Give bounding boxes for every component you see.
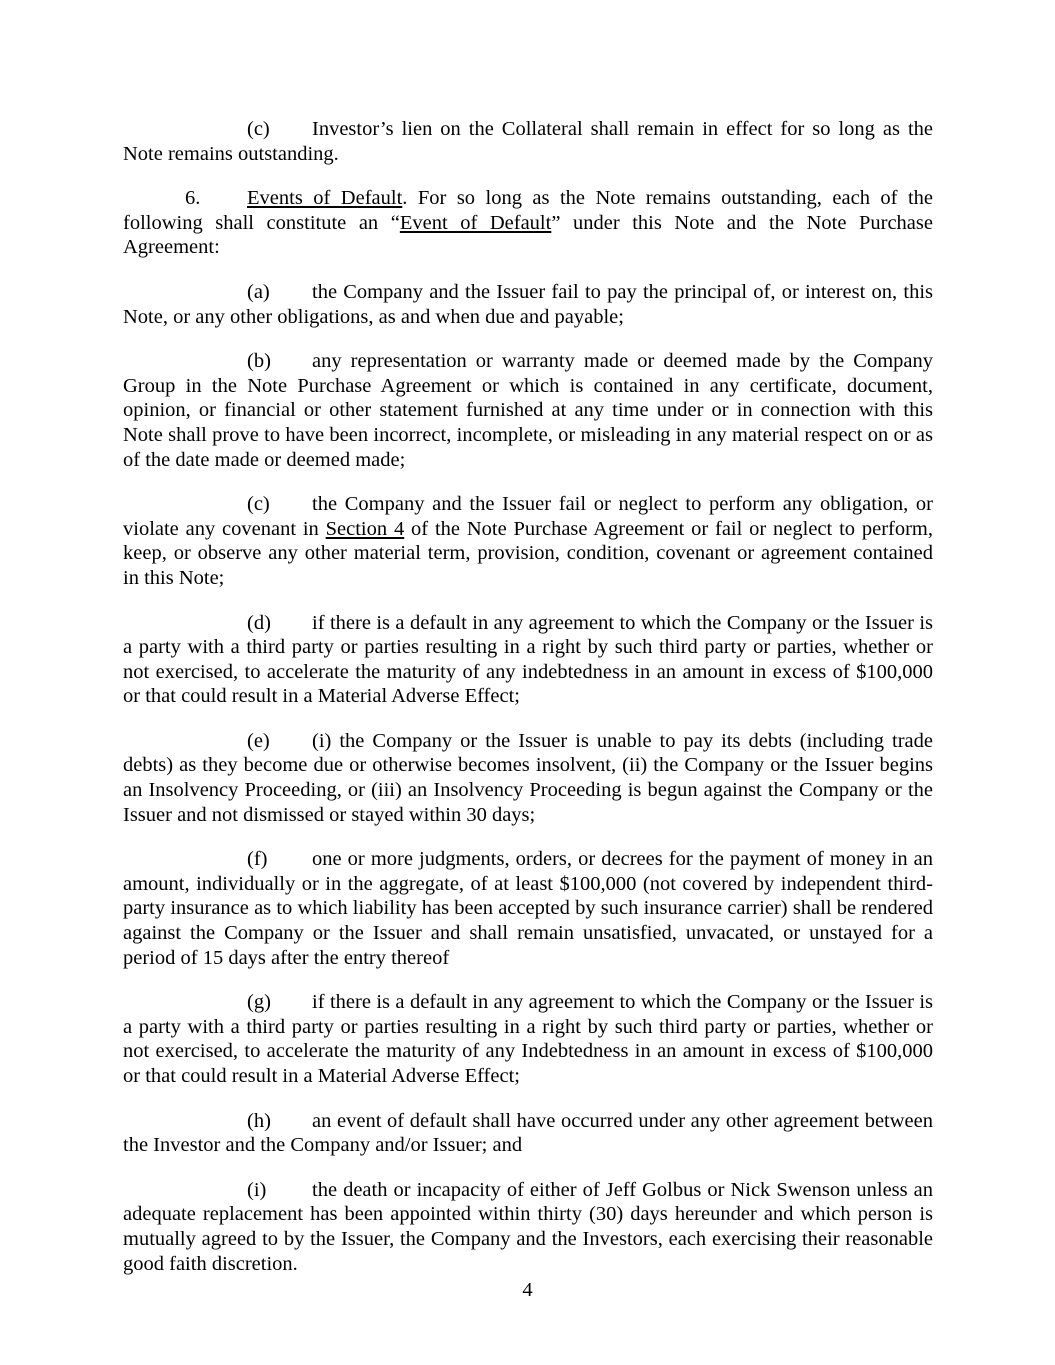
- paragraph: [123, 492, 933, 590]
- document-body: [123, 117, 933, 1296]
- text-segment: of the Note Purchase Agreement or fail or neglect to perform, keep, or observe any other material term, provision, condition, covenant or agreement contained in this Note;: [123, 517, 933, 589]
- paragraph-label: (i): [247, 1178, 267, 1201]
- text-segment: . For so long as the Note remains outstanding, each of the following shall constitute an “: [123, 187, 933, 234]
- paragraph-label: (f): [247, 848, 268, 871]
- paragraph-label: (c): [247, 118, 270, 140]
- paragraph: [123, 847, 933, 970]
- text-segment: the Company and the Issuer fail to pay the principal of, or interest on, this Note, or any other obligations, as and when due and payable;: [123, 280, 933, 328]
- page-number: 4: [522, 1279, 533, 1302]
- underlined-text: Event of Default: [399, 211, 552, 234]
- text-segment: ” under this Note and the Note Purchase Agreement:: [123, 211, 933, 259]
- paragraph-label: 6.: [185, 187, 201, 210]
- paragraph: [123, 1109, 933, 1158]
- text-segment: one or more judgments, orders, or decrees for the payment of money in an amount, individually or in the aggregate, of at least $100,000 (not covered by independent third-party insurance as to which liability has been accepted by such insurance carrier) shall be rendered against the Company or the Issuer and shall remain unsatisfied, unvacated, or unstayed for a period of 15 days after the entry thereof: [123, 848, 933, 969]
- paragraph-label: (h): [247, 1109, 271, 1132]
- paragraph: [123, 186, 933, 260]
- paragraph-label: (e): [247, 729, 270, 752]
- underlined-text: Section 4: [325, 517, 405, 540]
- underlined-text: Events of Default: [247, 187, 403, 210]
- paragraph: [123, 1178, 933, 1276]
- text-segment: if there is a default in any agreement to which the Company or the Issuer is a party with a third party or parties resulting in a right by such third party or parties, whether or not exercised, to accelerate the maturity of any indebtedness in an amount in excess of $100,000 or that could result in a Material Adverse Effect;: [123, 611, 933, 708]
- paragraph-label: (a): [247, 280, 270, 303]
- paragraph: [123, 611, 933, 709]
- paragraph-label: (d): [247, 611, 271, 634]
- paragraph: [123, 280, 933, 329]
- paragraph: [123, 729, 933, 827]
- paragraph-label: (b): [247, 350, 271, 373]
- text-segment: Investor’s lien on the Collateral shall remain in effect for so long as the Note remains outstanding.: [123, 118, 933, 165]
- text-segment: if there is a default in any agreement to which the Company or the Issuer is a party with a third party or parties resulting in a right by such third party or parties, whether or not exercised, to accelerate the maturity of any Indebtedness in an amount in excess of $100,000 or that could result in a Material Adverse Effect;: [123, 991, 933, 1087]
- text-segment: (i) the Company or the Issuer is unable to pay its debts (including trade debts) as they become due or otherwise becomes insolvent, (ii) the Company or the Issuer begins an Insolvency Proceeding, or (iii) an Insolvency Proceeding is begun against the Company or the Issuer and not dismissed or stayed within 30 days;: [123, 729, 933, 826]
- paragraph: [123, 117, 933, 166]
- text-segment: an event of default shall have occurred under any other agreement between the Investor and the Company and/or Issuer; and: [123, 1109, 933, 1157]
- text-segment: the death or incapacity of either of Jeff Golbus or Nick Swenson unless an adequate replacement has been appointed within thirty (30) days hereunder and which person is mutually agreed to by the Issuer, the Company and the Investors, each exercising their reasonable good faith discretion.: [123, 1178, 933, 1275]
- text-segment: any representation or warranty made or deemed made by the Company Group in the Note Purchase Agreement or which is contained in any certificate, document, opinion, or financial or other statement furnished at any time under or in connection with this Note shall prove to have been incorrect, incomplete, or misleading in any material respect on or as of the date made or deemed made;: [123, 350, 933, 471]
- paragraph-label: (c): [247, 493, 270, 516]
- paragraph: [123, 349, 933, 472]
- paragraph: [123, 990, 933, 1088]
- paragraph-label: (g): [247, 991, 271, 1014]
- text-segment: the Company and the Issuer fail or neglect to perform any obligation, or violate any covenant in: [123, 493, 933, 540]
